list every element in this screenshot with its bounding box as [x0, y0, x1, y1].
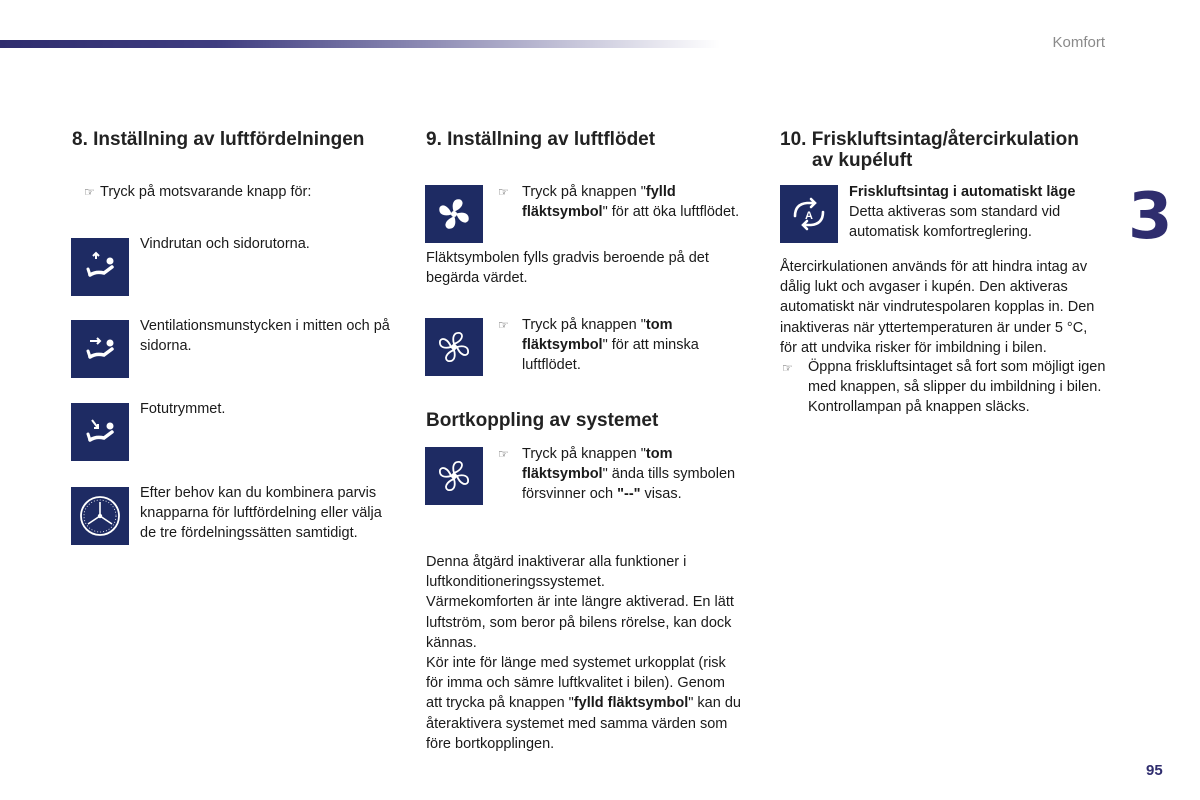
step-decrease-airflow: Tryck på knappen "tom fläktsymbol" för att minska luftflödet.	[522, 317, 699, 374]
distribution-dial-icon	[71, 487, 129, 545]
subtitle-disconnect-system: Bortkoppling av systemet	[426, 410, 659, 431]
bullet-icon: ☞	[498, 447, 509, 461]
page-number: 95	[1146, 762, 1163, 779]
bullet-icon: ☞	[84, 185, 95, 199]
fan-symbol-note: Fläktsymbolen fylls gradvis beroende på det begärda värdet.	[426, 250, 709, 287]
section-label: Komfort	[1052, 34, 1105, 51]
recirculation-paragraph: Återcirkulationen används för att hindra intag av dålig lukt och avgaser i kupén. Den aktiveras automatiskt när vindrutespolaren kopplas in. Den inaktiveras när yttertemperaturen är under 5 °C, för att undvika risker för imbildning i bilen.	[780, 259, 1095, 356]
recirculation-auto-icon	[780, 185, 838, 243]
fan-outline-icon	[425, 447, 483, 505]
bullet-icon: ☞	[782, 361, 793, 375]
auto-intake-description: Friskluftsintag i automatiskt läge Detta aktiveras som standard vid automatisk komfortreglering.	[849, 184, 1076, 241]
chapter-number: 3	[1128, 180, 1171, 254]
section-title-8: 8. Inställning av luftfördelningen	[72, 129, 365, 150]
airflow-option-footwell: Fotutrymmet.	[140, 401, 226, 417]
bullet-icon: ☞	[498, 318, 509, 332]
svg-text:A: A	[805, 210, 813, 222]
disconnect-info-paragraph: Denna åtgärd inaktiverar alla funktioner i luftkonditioneringssystemet. Värmekomforten är inte längre aktiverad. En lätt luftström, som beror på bilens rörelse, kan dock kännas. Kör inte för länge med systemet urkopplat (risk för imma och sämre luftkvalitet i bilen). Genom att trycka på knappen "fylld fläktsymbol" kan du återaktivera systemet med samma värden som före bortkopplingen.	[426, 554, 741, 752]
fan-filled-icon	[425, 185, 483, 243]
footwell-airflow-icon	[71, 403, 129, 461]
header-gradient-bar	[0, 40, 720, 48]
recirculation-tip: Öppna friskluftsintaget så fort som möjligt igen med knappen, så slipper du imbildning i bilen. Kontrollampan på knappen släcks.	[808, 359, 1106, 416]
center-vent-airflow-icon	[71, 320, 129, 378]
airflow-option-center-vents: Ventilationsmunstycken i mitten och på sidorna.	[140, 318, 390, 355]
col1-intro: Tryck på motsvarande knapp för:	[100, 184, 312, 200]
step-increase-airflow: Tryck på knappen "fylld fläktsymbol" för att öka luftflödet.	[522, 184, 740, 221]
airflow-option-windscreen: Vindrutan och sidorutorna.	[140, 236, 310, 252]
step-disconnect: Tryck på knappen "tom fläktsymbol" ända tills symbolen försvinner och "--" visas.	[522, 446, 736, 503]
bullet-icon: ☞	[498, 185, 509, 199]
airflow-option-combined: Efter behov kan du kombinera parvis knapparna för luftfördelning eller välja de tre fördelningssätten samtidigt.	[140, 485, 382, 542]
section-title-9: 9. Inställning av luftflödet	[426, 129, 656, 150]
section-title-10: 10. Friskluftsintag/återcirkulation av kupéluft	[780, 129, 1079, 171]
windscreen-airflow-icon	[71, 238, 129, 296]
fan-outline-icon	[425, 318, 483, 376]
